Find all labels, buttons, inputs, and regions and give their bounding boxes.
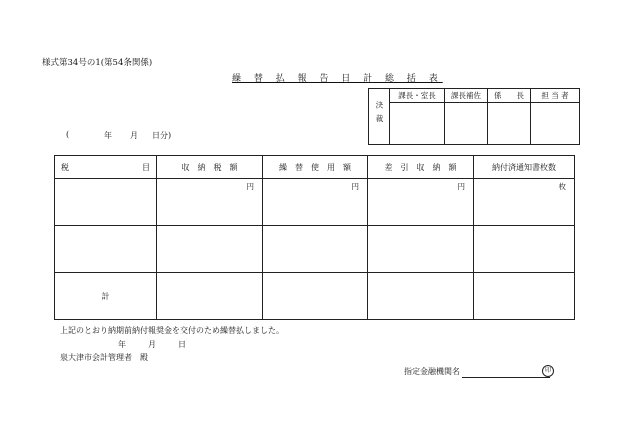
header-offset-amount: 繰 替 使 用 額 [263, 156, 368, 179]
header-tax-item: 税 目 [55, 156, 157, 179]
summary-table [54, 155, 575, 320]
approval-sign-cell[interactable] [531, 103, 580, 145]
footer-note: 上記のとおり納期前納付報奨金を交付のため繰替払しました。 [60, 326, 284, 335]
table-header-row [55, 156, 575, 179]
period-year: 年 [104, 131, 112, 140]
unit-yen: 円 [246, 182, 254, 191]
table-row [55, 226, 575, 273]
unit-yen: 円 [457, 182, 465, 191]
date-day: 日 [178, 340, 186, 349]
total-amount-cell[interactable] [368, 273, 474, 320]
kessai-label: 決裁 [369, 89, 390, 145]
count-cell[interactable] [474, 179, 575, 226]
amount-cell[interactable] [263, 226, 368, 273]
tax-item-cell[interactable] [55, 179, 157, 226]
approval-head-staff: 担 当 者 [531, 89, 580, 103]
amount-cell[interactable] [157, 179, 263, 226]
amount-cell[interactable] [368, 179, 474, 226]
bank-name-line[interactable] [462, 377, 550, 378]
approval-head-section-chief: 課長・室長 [390, 89, 445, 103]
approval-head-subsection: 係 長 [488, 89, 531, 103]
total-amount-cell[interactable] [263, 273, 368, 320]
period-month: 月 [130, 131, 138, 140]
document-title: 繰 替 払 報 告 日 計 総 括 表 [232, 74, 443, 84]
total-amount-cell[interactable] [157, 273, 263, 320]
total-label-cell: 計 [55, 273, 157, 320]
amount-cell[interactable] [263, 179, 368, 226]
header-net-collected: 差 引 収 納 額 [368, 156, 474, 179]
approval-box [368, 88, 580, 145]
amount-cell[interactable] [368, 226, 474, 273]
header-collected-tax: 収 納 税 額 [157, 156, 263, 179]
approval-head-deputy: 課長補佐 [445, 89, 488, 103]
approval-sign-cell[interactable] [445, 103, 488, 145]
report-period [66, 130, 196, 142]
footer-date [118, 339, 198, 351]
approval-sign-cell[interactable] [488, 103, 531, 145]
unit-sheets: 枚 [558, 182, 566, 191]
count-cell[interactable] [474, 226, 575, 273]
table-row [55, 179, 575, 226]
bank-label: 指定金融機関名 [404, 367, 460, 376]
amount-cell[interactable] [157, 226, 263, 273]
period-open: ( [66, 130, 70, 139]
approval-sign-cell[interactable] [390, 103, 445, 145]
form-number: 様式第34号の1(第54条関係) [42, 58, 153, 68]
header-notice-count: 納付済通知書枚数 [474, 156, 575, 179]
unit-yen: 円 [351, 182, 359, 191]
date-month: 月 [148, 340, 156, 349]
date-year: 年 [118, 340, 126, 349]
total-row [55, 273, 575, 320]
total-count-cell[interactable] [474, 273, 575, 320]
period-day: 日分) [152, 131, 172, 140]
tax-item-cell[interactable] [55, 226, 157, 273]
treasurer-addressee: 泉大津市会計管理者 殿 [60, 353, 148, 362]
seal-icon: 印 [542, 365, 554, 377]
